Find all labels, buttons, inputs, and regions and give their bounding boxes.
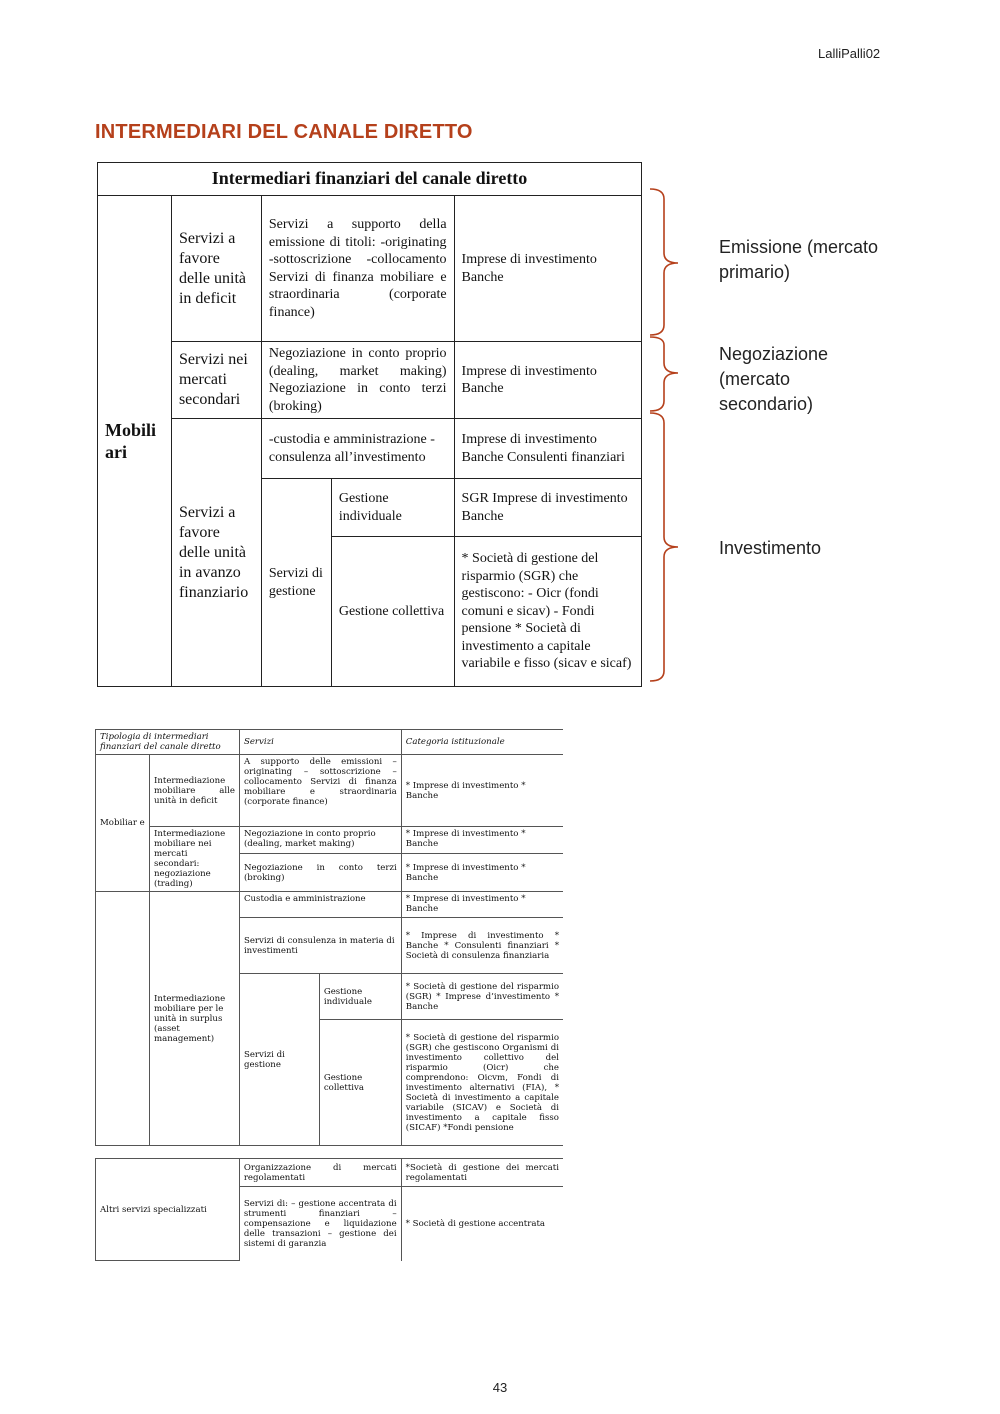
individual-label: Gestione individuale — [331, 479, 454, 537]
table-title: Intermediari finanziari del canale diretto — [98, 163, 642, 196]
brace-emissione — [650, 189, 678, 335]
page-number: 43 — [492, 1380, 508, 1395]
management: Servizi di gestione — [239, 974, 319, 1146]
deficit-services: A supporto delle emissioni – originating – sottoscrizione – collocamento Servizi di finanza mobiliare e straordinaria (corporate finance) — [239, 755, 401, 827]
settlement-categories: * Società di gestione accentrata — [401, 1187, 563, 1261]
other-services-table — [95, 1158, 563, 1261]
collective-label: Gestione collettiva — [331, 537, 454, 687]
detailed-intermediaries-table — [95, 729, 563, 1146]
brace-label-emissione: Emissione (mercato primario) — [719, 237, 879, 282]
deficit-services: Servizi a supporto della emissione di titoli: -originating -sottoscrizione -collocamento Servizi di finanza mobiliare e straordinaria (corporate finance) — [261, 196, 454, 342]
management-label: Servizi di gestione — [261, 479, 331, 687]
deficit-intermediaries: Imprese di investimento Banche — [454, 196, 641, 342]
custody-categories: * Imprese di investimento * Banche — [401, 892, 563, 918]
mobiliare-label: Mobiliar e — [96, 755, 150, 892]
trading-third: Negoziazione in conto terzi (broking) — [239, 854, 401, 892]
collective: Gestione collettiva — [319, 1020, 401, 1146]
individual: Gestione individuale — [319, 974, 401, 1020]
trading-own-categories: * Imprese di investimento * Banche — [401, 827, 563, 854]
brace-investimento — [650, 413, 678, 681]
settlement-services: Servizi di: – gestione accentrata di strumenti finanziari – compensazione e liquidazione delle transazioni – gestione dei sistemi di garanzia — [239, 1187, 401, 1261]
document-code: LalliPalli02 — [818, 46, 881, 61]
trading-label: Intermediazione mobiliare nei mercati secondari: negoziazione (trading) — [149, 827, 239, 892]
custody-intermediaries: Imprese di investimento Banche Consulenti finanziari — [454, 419, 641, 479]
markets-service: Organizzazione di mercati regolamentati — [239, 1159, 401, 1187]
brace-label-negoziazione: Negoziazione (mercato secondario) — [719, 344, 829, 414]
deficit-label: Servizi a favore delle unità in deficit — [171, 196, 261, 342]
brace-label-investimento: Investimento — [719, 538, 822, 558]
surplus-label: Servizi a favore delle unità in avanzo finanziario — [171, 419, 261, 687]
header-servizi: Servizi — [239, 730, 401, 755]
brace-negoziazione — [650, 337, 678, 411]
other-services-label: Altri servizi specializzati — [96, 1159, 240, 1261]
braces-graphic — [648, 185, 688, 685]
trading-own: Negoziazione in conto proprio (dealing, market making) — [239, 827, 401, 854]
intermediaries-table — [97, 162, 642, 687]
header-tipologia: Tipologia di intermediari finanziari del canale diretto — [96, 730, 240, 755]
collective-intermediaries: * Società di gestione del risparmio (SGR) che gestiscono: - Oicr (fondi comuni e sicav) - Fondi pensione * Società di investimento a capitale variabile e fisso (sicav e sicaf) — [454, 537, 641, 687]
trading-third-categories: * Imprese di investimento * Banche — [401, 854, 563, 892]
deficit-categories: * Imprese di investimento * Banche — [401, 755, 563, 827]
collective-categories: * Società di gestione del risparmio (SGR) che gestiscono Organismi di investimento collettivo del risparmio (Oicr) che comprendono: Oicvm, Fondi di investimento alternativi (FIA), * Società di investimento a capitale variabile (SICAV) e Società di investimento a capitale fisso (SICAF) *Fondi pensione — [401, 1020, 563, 1146]
secondary-services: Negoziazione in conto proprio (dealing, market making) Negoziazione in conto terzi (broking) — [261, 342, 454, 419]
page-title: INTERMEDIARI DEL CANALE DIRETTO — [95, 121, 473, 143]
secondary-label: Servizi nei mercati secondari — [171, 342, 261, 419]
custody-services: -custodia e amministrazione -consulenza all’investimento — [261, 419, 454, 479]
custody: Custodia e amministrazione — [239, 892, 401, 918]
individual-categories: * Società di gestione del risparmio (SGR) * Imprese d’investimento * Banche — [401, 974, 563, 1020]
mobiliari-label: Mobili ari — [98, 196, 172, 687]
header-categoria: Categoria istituzionale — [401, 730, 563, 755]
individual-intermediaries: SGR Imprese di investimento Banche — [454, 479, 641, 537]
surplus-label: Intermediazione mobiliare per le unità in surplus (asset management) — [149, 892, 239, 1146]
advice-categories: * Imprese di investimento * Banche * Consulenti finanziari * Società di consulenza finanziaria — [401, 918, 563, 974]
advice: Servizi di consulenza in materia di investimenti — [239, 918, 401, 974]
secondary-intermediaries: Imprese di investimento Banche — [454, 342, 641, 419]
deficit-label: Intermediazione mobiliare alle unità in deficit — [149, 755, 239, 827]
markets-categories: *Società di gestione dei mercati regolamentati — [401, 1159, 563, 1187]
